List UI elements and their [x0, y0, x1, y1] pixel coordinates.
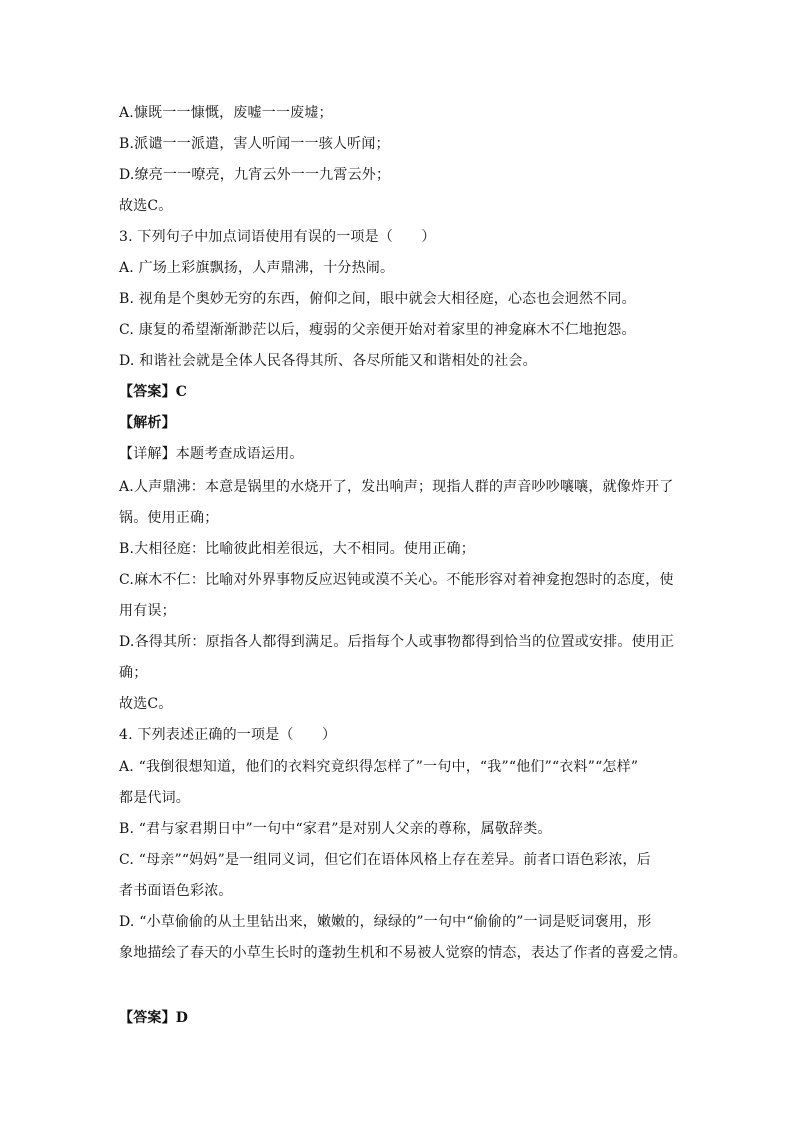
detail-a-line-1: A.人声鼎沸：本意是锅里的水烧开了，发出响声；现指人群的声音吵吵嚷嚷，就像炸开了: [119, 479, 674, 495]
detail-b-line: B.大相径庭：比喻彼此相差很远，大不相同。使用正确；: [119, 541, 475, 557]
question-4-option-c-line-1: C. “母亲”“妈妈”是一组同义词，但它们在语体风格上存在差异。前者口语色彩浓，后: [119, 852, 651, 868]
question-4-option-a-line-1: A. “我倒很想知道，他们的衣料究竟织得怎样了”一句中，“我”“他们”“衣料”“怎样”: [119, 759, 639, 775]
detail-c-line-2: 用有误；: [119, 603, 176, 619]
question-4-stem: 4. 下列表述正确的一项是（ ）: [119, 727, 337, 743]
question-3-answer: 【答案】C: [119, 384, 188, 400]
question-4-option-b: B. “君与家君期日中”一句中“家君”是对别人父亲的尊称，属敬辞类。: [119, 821, 552, 837]
question-4-option-d-line-1: D. “小草偷偷的从土里钻出来，嫩嫩的，绿绿的”一句中“偷偷的”一词是贬词褒用，形: [119, 914, 652, 930]
question-3-stem: 3. 下列句子中加点词语使用有误的一项是（ ）: [119, 229, 436, 245]
question-3-option-a: A. 广场上彩旗飘扬，人声鼎沸，十分热闹。: [119, 260, 395, 276]
conclusion-line: 故选C。: [119, 198, 173, 214]
question-4-option-a-line-2: 都是代词。: [119, 790, 190, 806]
question-4-option-d-line-2: 象地描绘了春天的小草生长时的蓬勃生机和不易被人觉察的情态，表达了作者的喜爱之情。: [119, 945, 687, 961]
question-3-conclusion: 故选C。: [119, 696, 173, 712]
detail-d-line-2: 确；: [119, 665, 148, 681]
option-d-explanation-line: D.缭亮一一嘹亮，九宵云外一一九霄云外；: [119, 167, 391, 183]
question-3-option-d: D. 和谐社会就是全体人民各得其所、各尽所能又和谐相处的社会。: [119, 353, 537, 369]
question-4-answer: 【答案】D: [119, 1010, 189, 1026]
detail-d-line-1: D.各得其所：原指各人都得到满足。后指每个人或事物都得到恰当的位置或安排。使用正: [119, 634, 675, 650]
question-3-option-b: B. 视角是个奥妙无穷的东西，俯仰之间，眼中就会大相径庭，心态也会迥然不同。: [119, 291, 636, 307]
detail-c-line-1: C.麻木不仁：比喻对外界事物反应迟钝或漠不关心。不能形容对着神龛抱怨时的态度，使: [119, 572, 674, 588]
question-4-option-c-line-2: 者书面语色彩浓。: [119, 883, 233, 899]
question-3-analysis-heading: 【解析】: [119, 415, 176, 431]
question-3-detail-heading: 【详解】本题考查成语运用。: [119, 446, 304, 462]
detail-a-line-2: 锅。使用正确；: [119, 510, 219, 526]
option-b-explanation-line: B.派谴一一派遣，害人听闻一一骇人听闻；: [119, 136, 390, 152]
option-a-explanation-line: A.慷既一一慷慨，废嘘一一废墟；: [119, 105, 333, 121]
question-3-option-c: C. 康复的希望渐渐渺茫以后，瘦弱的父亲便开始对着家里的神龛麻木不仁地抱怨。: [119, 322, 636, 338]
